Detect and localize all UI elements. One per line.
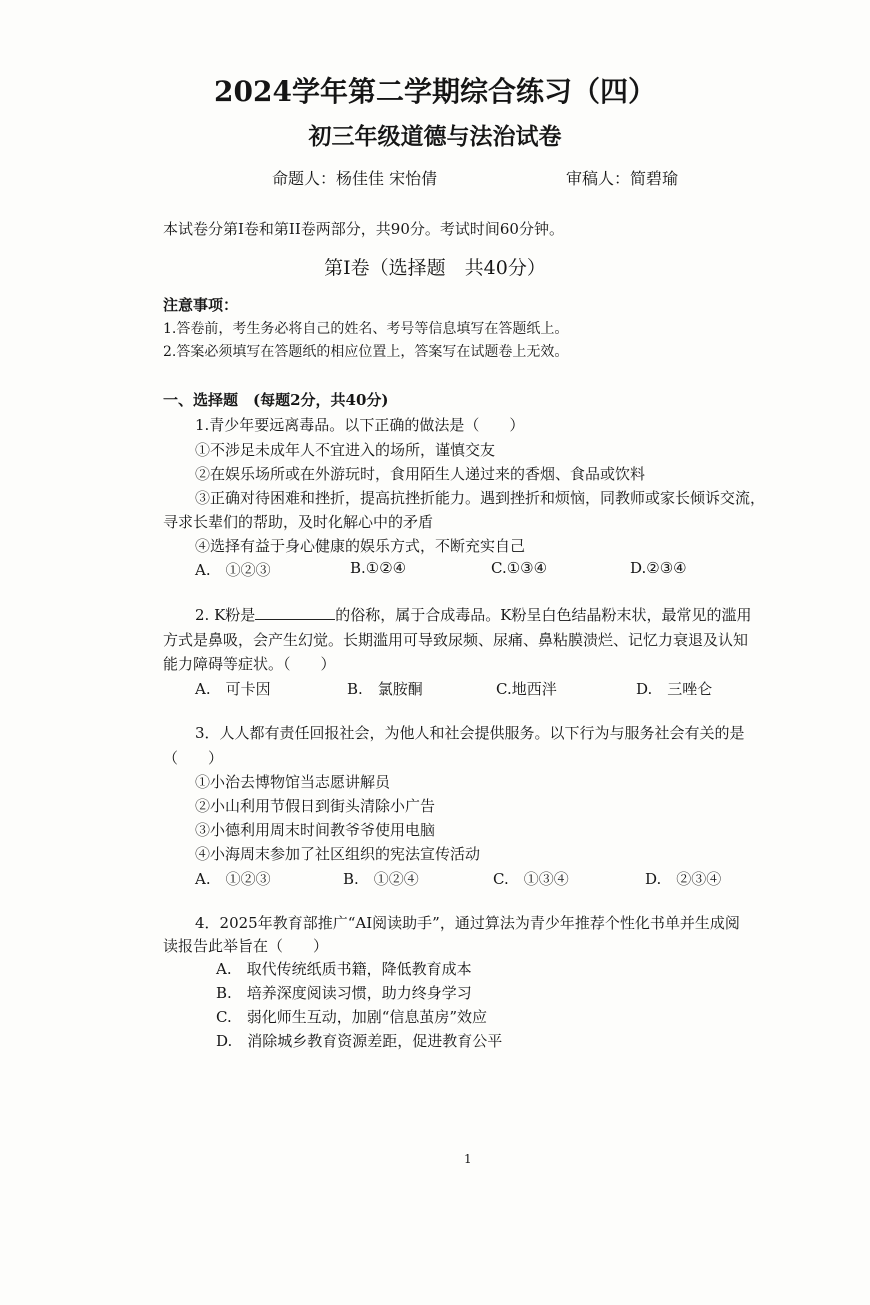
q4-stem: 读报告此举旨在（ ） xyxy=(163,937,329,955)
answer-blank xyxy=(255,605,335,620)
part-title: 一、选择题 (每题2分，共40分) xyxy=(163,391,389,409)
reviewer: 审稿人：简碧瑜 xyxy=(566,169,679,188)
section-title: 第I卷（选择题 共40分） xyxy=(324,257,546,279)
q4-option: B. 培养深度阅读习惯，助力终身学习 xyxy=(216,984,472,1002)
q4-option: D. 消除城乡教育资源差距，促进教育公平 xyxy=(216,1032,503,1050)
q1-item: ②在娱乐场所或在外游玩时，食用陌生人递过来的香烟、食品或饮料 xyxy=(195,465,646,483)
q1-item: ④选择有益于身心健康的娱乐方式，不断充实自己 xyxy=(195,537,526,555)
q3-stem: 3．人人都有责任回报社会，为他人和社会提供服务。以下行为与服务社会有关的是 xyxy=(195,724,745,742)
notice-item: 1.答卷前，考生务必将自己的姓名、考号等信息填写在答题纸上。 xyxy=(163,321,569,337)
q1-option: B.①②④ xyxy=(350,559,407,577)
q2-option: C.地西泮 xyxy=(496,680,557,698)
q3-stem: （ ） xyxy=(163,749,224,767)
q2-option: B. 氯胺酮 xyxy=(347,680,423,698)
q2-stem-pre: 2. K粉是 xyxy=(195,606,256,624)
q2-option: A. 可卡因 xyxy=(195,680,271,698)
q1-item: ③正确对待困难和挫折，提高抗挫折能力。遇到挫折和烦恼，同教师或家长倾诉交流， xyxy=(195,489,766,507)
q3-option: C. ①③④ xyxy=(493,870,569,888)
q1-stem: 1.青少年要远离毒品。以下正确的做法是（ ） xyxy=(195,416,525,434)
exam-subtitle: 初三年级道德与法治试卷 xyxy=(308,123,562,150)
q4-option: C. 弱化师生互动，加剧“信息茧房”效应 xyxy=(216,1008,488,1026)
notice-item: 2.答案必须填写在答题纸的相应位置上，答案写在试题卷上无效。 xyxy=(163,344,569,360)
q3-item: ④小海周末参加了社区组织的宪法宣传活动 xyxy=(195,845,481,863)
q2-line: 方式是鼻吸，会产生幻觉。长期滥用可导致尿频、尿痛、鼻粘膜溃烂、记忆力衰退及认知 xyxy=(163,631,749,649)
q1-option: C.①③④ xyxy=(491,559,548,577)
q3-option: D. ②③④ xyxy=(645,870,722,888)
q2-stem xyxy=(195,604,752,625)
q3-item: ③小德利用周末时间教爷爷使用电脑 xyxy=(195,821,436,839)
q1-item: ①不涉足未成年人不宜进入的场所，谨慎交友 xyxy=(195,441,496,459)
q3-item: ②小山利用节假日到街头清除小广告 xyxy=(195,797,436,815)
q3-option: B. ①②④ xyxy=(343,870,419,888)
q3-item: ①小治去博物馆当志愿讲解员 xyxy=(195,773,391,791)
q2-line: 能力障碍等症状。（ ） xyxy=(163,655,336,673)
authors: 命题人：杨佳佳 宋怡倩 xyxy=(272,169,438,188)
q4-stem: 4．2025年教育部推广“AI阅读助手”，通过算法为青少年推荐个性化书单并生成阅 xyxy=(195,914,740,932)
exam-intro: 本试卷分第I卷和第II卷两部分，共90分。考试时间60分钟。 xyxy=(163,220,564,238)
page-number: 1 xyxy=(464,1152,472,1166)
q2-stem-post: 的俗称，属于合成毒品。K粉呈白色结晶粉末状，最常见的滥用 xyxy=(335,606,752,624)
q1-option: D.②③④ xyxy=(630,559,687,577)
q1-option: A. ①②③ xyxy=(195,561,271,579)
q2-option: D. 三唑仑 xyxy=(636,680,713,698)
q4-option: A. 取代传统纸质书籍，降低教育成本 xyxy=(216,960,472,978)
q3-option: A. ①②③ xyxy=(195,870,271,888)
notice-title: 注意事项： xyxy=(163,296,239,314)
exam-title: 2024学年第二学期综合练习（四） xyxy=(214,75,656,108)
q1-item: 寻求长辈们的帮助，及时化解心中的矛盾 xyxy=(163,513,434,531)
